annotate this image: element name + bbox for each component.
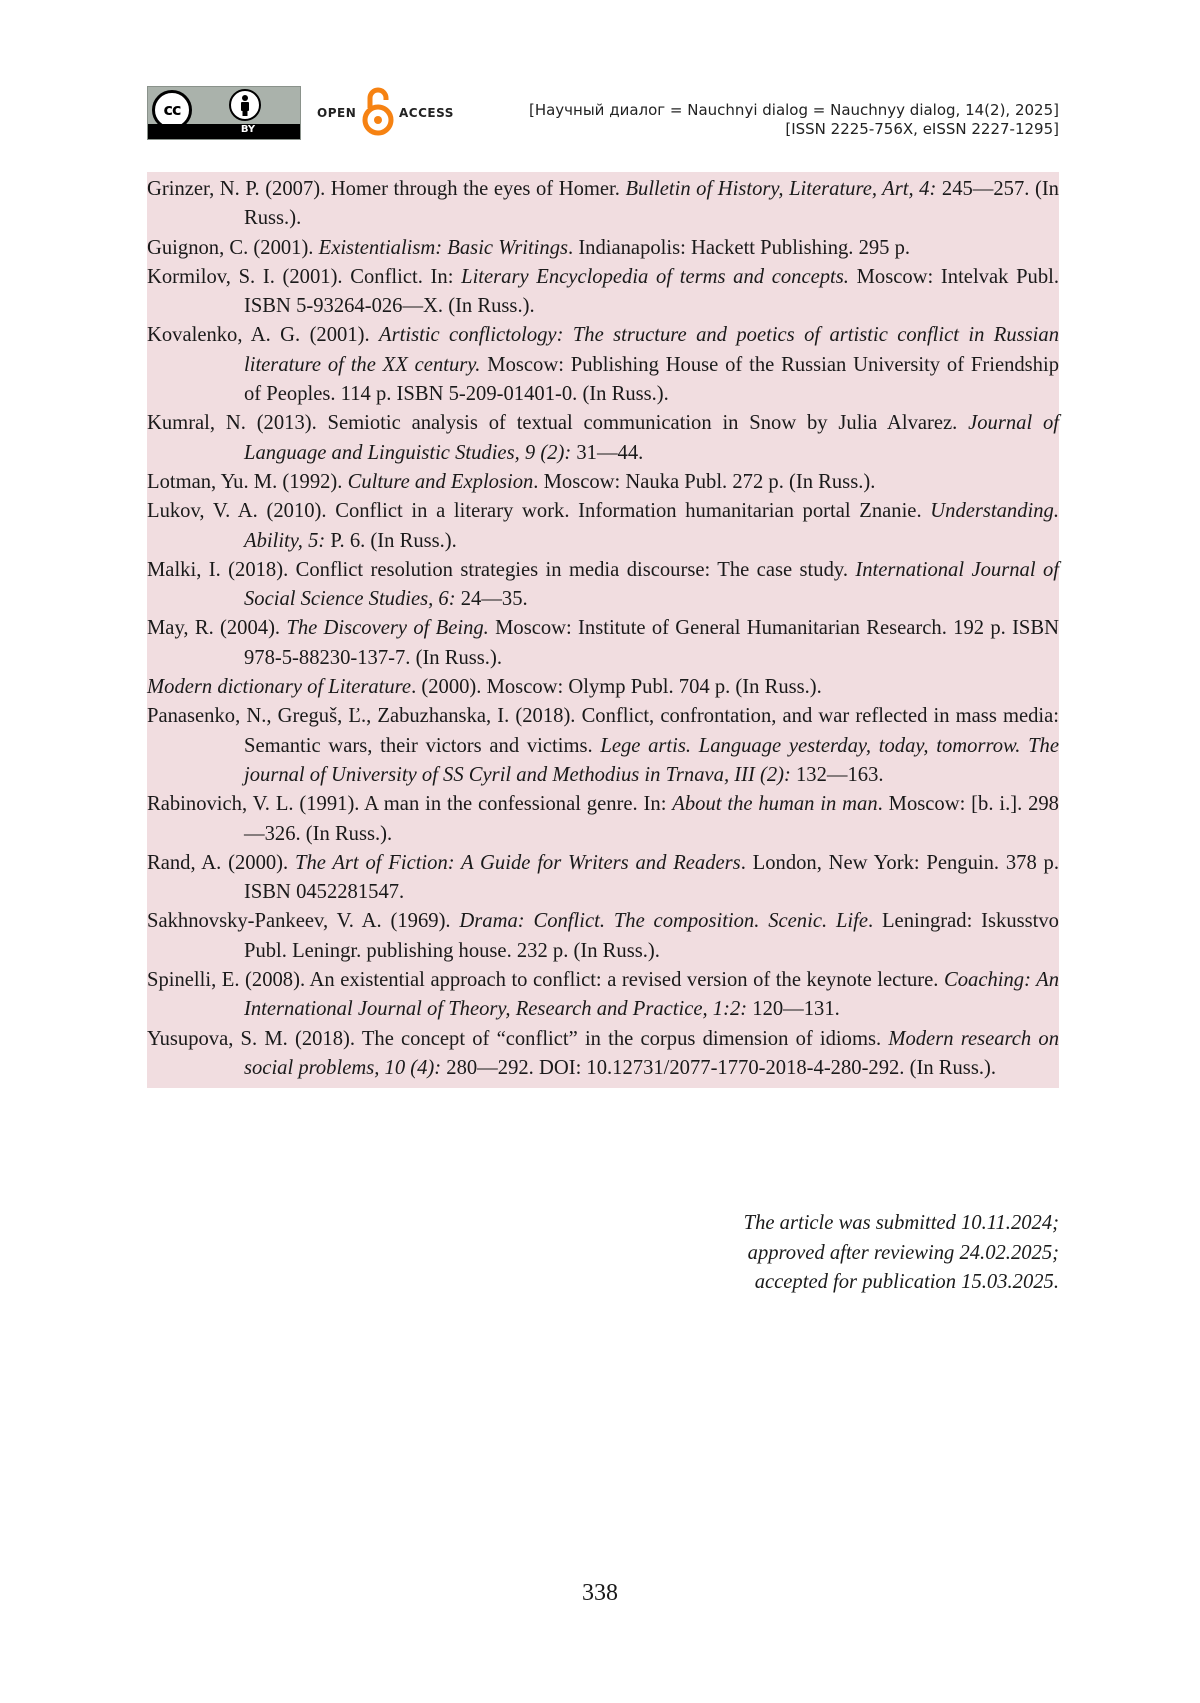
reference-entry — [147, 497, 1059, 556]
reference-text: . (2000). Moscow: Olymp Publ. 704 p. (In Russ.). — [411, 676, 822, 698]
reference-text: Lotman, Yu. M. (1992). — [147, 471, 348, 493]
approved-date: approved after reviewing 24.02.2025; — [744, 1239, 1059, 1269]
reference-text: . Moscow: Nauka Publ. 272 p. (In Russ.). — [533, 471, 875, 493]
reference-text: Lukov, V. A. (2010). Conflict in a literary work. Information humanitarian portal Znanie. — [147, 500, 930, 522]
open-label: OPEN — [317, 106, 356, 120]
reference-text: Moscow: Institute of General Humanitarian Research. 192 p. ISBN 978-5-88230-137-7. (In Russ.). — [244, 617, 1059, 668]
reference-italic-text: International Journal of Social Science Studies, 6: — [244, 559, 1059, 610]
reference-text: P. 6. (In Russ.). — [325, 530, 457, 552]
page-header — [147, 86, 1059, 142]
open-access-lock-icon — [361, 86, 395, 138]
accepted-date: accepted for publication 15.03.2025. — [744, 1268, 1059, 1298]
journal-title-line: [Научный диалог = Nauchnyi dialog = Nauchnyy dialog, 14(2), 2025] — [529, 101, 1059, 120]
reference-entry — [147, 234, 1059, 263]
cc-icon: cc — [152, 90, 192, 130]
reference-entry — [147, 907, 1059, 966]
reference-text: Yusupova, S. M. (2018). The concept of “conflict” in the corpus dimension of idioms. — [147, 1028, 888, 1050]
reference-italic-text: About the human in man — [672, 793, 877, 815]
reference-italic-text: Literary Encyclopedia of terms and concepts. — [461, 266, 849, 288]
cc-by-license-badge[interactable] — [147, 86, 301, 140]
reference-entry — [147, 790, 1059, 849]
reference-italic-text: Journal of Language and Linguistic Studies, 9 (2): — [244, 412, 1059, 463]
reference-italic-text: Drama: Conflict. The composition. Scenic. Life — [459, 910, 868, 932]
reference-text: Kormilov, S. I. (2001). Conflict. In: — [147, 266, 461, 288]
reference-entry — [147, 849, 1059, 908]
reference-text: May, R. (2004). — [147, 617, 286, 639]
reference-entry — [147, 614, 1059, 673]
reference-italic-text: The Art of Fiction: A Guide for Writers and Readers — [295, 852, 741, 874]
reference-text: Panasenko, N., Greguš, Ľ., Zabuzhanska, I. (2018). Conflict, confrontation, and war reflected in mass media: Semantic wars, their victors and victims. — [147, 705, 1059, 756]
reference-italic-text: Modern dictionary of Literature — [147, 676, 411, 698]
reference-text: Guignon, C. (2001). — [147, 237, 319, 259]
reference-entry — [147, 409, 1059, 468]
reference-text: 31—44. — [571, 442, 643, 464]
reference-text: 280—292. DOI: 10.12731/2077-1770-2018-4-280-292. (In Russ.). — [441, 1057, 996, 1079]
reference-italic-text: Lege artis. Language yesterday, today, tomorrow. The journal of University of SS Cyril and Methodius in Trnava, III (2): — [244, 735, 1059, 786]
reference-entry — [147, 966, 1059, 1025]
reference-text: . Moscow: [b. i.]. 298—326. (In Russ.). — [244, 793, 1059, 844]
reference-entry — [147, 468, 1059, 497]
reference-text: 132—163. — [791, 764, 884, 786]
reference-text: . Indianapolis: Hackett Publishing. 295 p. — [568, 237, 910, 259]
reference-text: 245—257. (In Russ.). — [244, 178, 1059, 229]
journal-citation — [529, 101, 1059, 139]
reference-entry — [147, 556, 1059, 615]
by-label: BY — [196, 124, 300, 139]
reference-text: Kovalenko, A. G. (2001). — [147, 324, 379, 346]
reference-text: Moscow: Publishing House of the Russian University of Friendship of Peoples. 114 p. ISBN 5-209-01401-0. (In Russ.). — [244, 354, 1059, 405]
reference-text: Rand, A. (2000). — [147, 852, 295, 874]
reference-entry — [147, 1025, 1059, 1084]
reference-entry — [147, 321, 1059, 409]
reference-text: Moscow: Intelvak Publ. ISBN 5-93264-026—X. (In Russ.). — [244, 266, 1059, 317]
reference-italic-text: Bulletin of History, Literature, Art, 4: — [625, 178, 936, 200]
reference-list — [147, 172, 1059, 1088]
reference-entry — [147, 702, 1059, 790]
reference-entry — [147, 175, 1059, 234]
journal-issn-line: [ISSN 2225-756X, eISSN 2227-1295] — [529, 120, 1059, 139]
reference-text: 24—35. — [456, 588, 528, 610]
article-dates — [744, 1209, 1059, 1298]
reference-italic-text: Coaching: An International Journal of Theory, Research and Practice, 1:2: — [244, 969, 1059, 1020]
reference-text: . London, New York: Penguin. 378 p. ISBN 0452281547. — [244, 852, 1059, 903]
reference-entry — [147, 673, 1059, 702]
reference-text: Kumral, N. (2013). Semiotic analysis of textual communication in Snow by Julia Alvarez. — [147, 412, 968, 434]
reference-italic-text: Modern research on social problems, 10 (4): — [244, 1028, 1059, 1079]
submitted-date: The article was submitted 10.11.2024; — [744, 1209, 1059, 1239]
attribution-person-icon — [229, 89, 261, 121]
reference-italic-text: Existentialism: Basic Writings — [319, 237, 568, 259]
reference-entry — [147, 263, 1059, 322]
access-label: ACCESS — [399, 106, 454, 120]
reference-text: Rabinovich, V. L. (1991). A man in the confessional genre. In: — [147, 793, 672, 815]
reference-italic-text: Artistic conflictology: The structure and poetics of artistic conflict in Russian literature of the XX century. — [244, 324, 1059, 375]
reference-text: Malki, I. (2018). Conflict resolution strategies in media discourse: The case study. — [147, 559, 855, 581]
reference-text: 120—131. — [747, 998, 840, 1020]
reference-italic-text: Understanding. Ability, 5: — [244, 500, 1059, 551]
page-number: 338 — [0, 1580, 1200, 1607]
reference-italic-text: Culture and Explosion — [348, 471, 534, 493]
reference-text: . Leningrad: Iskusstvo Publ. Leningr. publishing house. 232 p. (In Russ.). — [244, 910, 1059, 961]
reference-italic-text: The Discovery of Being. — [286, 617, 488, 639]
reference-text: Spinelli, E. (2008). An existential approach to conflict: a revised version of the keynote lecture. — [147, 969, 944, 991]
reference-text: Grinzer, N. P. (2007). Homer through the eyes of Homer. — [147, 178, 625, 200]
reference-text: Sakhnovsky-Pankeev, V. A. (1969). — [147, 910, 459, 932]
